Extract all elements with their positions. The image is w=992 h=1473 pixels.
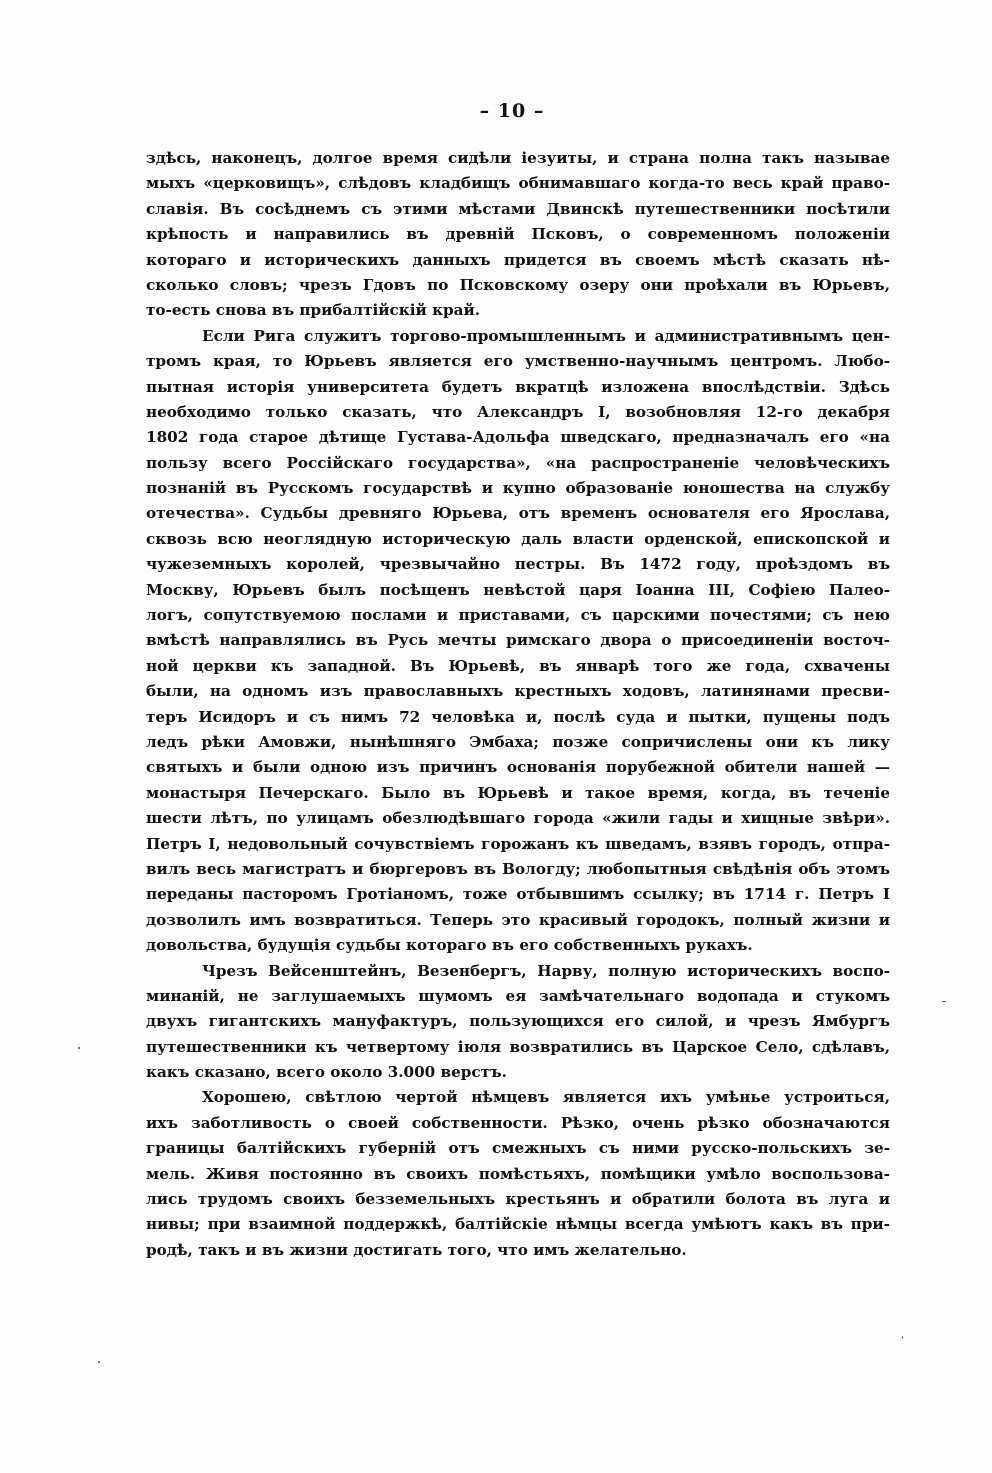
paragraph: [146, 959, 890, 1086]
text-line: вилъ весь магистратъ и бюргеровъ въ Вологду; любопытныя свѣдѣнія объ этомъ: [146, 859, 890, 878]
paragraph: [146, 324, 890, 959]
scan-speck: [942, 1001, 946, 1002]
text-line: сколько словъ; чрезъ Гдовъ по Псковскому озеру они проѣхали въ Юрьевъ,: [146, 275, 890, 294]
text-line: какъ сказано, всего около 3.000 верстъ.: [146, 1063, 507, 1082]
text-line: здѣсь, наконецъ, долгое время сидѣли іезуиты, и страна полна такъ называе: [146, 149, 890, 167]
text-line: котораго и историческихъ данныхъ придется въ своемъ мѣстѣ сказать нѣ-: [146, 250, 890, 269]
text-line: славія. Въ сосѣднемъ съ этими мѣстами Двинскѣ путешественники посѣтили: [146, 199, 890, 218]
text-line: тромъ края, то Юрьевъ является его умственно-научнымъ центромъ. Любо-: [146, 352, 890, 371]
body-text: [146, 146, 890, 1263]
text-line: ледъ рѣки Амовжи, нынѣшняго Эмбаха; позже сопричислены они къ лику: [146, 732, 890, 751]
text-line: 1802 года старое дѣтище Густава-Адольфа шведскаго, предназначалъ его «на: [146, 428, 890, 447]
text-line: родѣ, такъ и въ жизни достигать того, что имъ желательно.: [146, 1240, 687, 1259]
scan-speck: [98, 1361, 100, 1363]
text-line: Если Рига служитъ торгово-промышленнымъ и административнымъ цен-: [202, 326, 890, 345]
text-line: ной церкви къ западной. Въ Юрьевѣ, въ январѣ того же года, схвачены: [146, 656, 890, 675]
text-line: ихъ заботливость о своей собственности. Рѣзко, очень рѣзко обозначаются: [146, 1113, 890, 1132]
scan-speck: [902, 1336, 903, 1339]
text-line: теръ Исидоръ и съ нимъ 72 человѣка и, послѣ суда и пытки, пущены подъ: [146, 707, 890, 726]
text-line: нивы; при взаимной поддержкѣ, балтійскіе нѣмцы всегда умѣютъ какъ въ при-: [146, 1215, 890, 1234]
paragraph: [146, 146, 890, 324]
text-line: то-есть снова въ прибалтійскій край.: [146, 301, 481, 320]
text-line: логъ, сопутствуемою послами и приставами, съ царскими почестями; съ нею: [146, 606, 890, 625]
text-line: монастыря Печерскаго. Было въ Юрьевѣ и такое время, когда, въ теченіе: [146, 783, 890, 802]
text-line: Чрезъ Вейсенштейнъ, Везенбергъ, Нарву, полную историческихъ воспо-: [202, 961, 890, 980]
text-line: шести лѣтъ, по улицамъ обезлюдѣвшаго города «жили гады и хищные звѣри».: [146, 809, 890, 828]
text-line: Петръ I, недовольный сочувствіемъ горожанъ къ шведамъ, взявъ городъ, отпра-: [146, 834, 890, 853]
paragraph: [146, 1085, 890, 1263]
text-line: Хорошею, свѣтлою чертой нѣмцевъ является ихъ умѣнье устроиться,: [202, 1088, 890, 1107]
text-line: сквозь всю неоглядную историческую даль власти орденской, епископской и: [146, 529, 890, 548]
text-line: довольства, будущія судьбы котораго въ его собственныхъ рукахъ.: [146, 936, 753, 955]
text-line: мыхъ «церковищъ», слѣдовъ кладбищъ обнимавшаго когда-то весь край право-: [146, 174, 890, 193]
text-line: были, на одномъ изъ православныхъ крестныхъ ходовъ, латинянами пресви-: [146, 682, 890, 701]
text-line: отечества». Судьбы древняго Юрьева, отъ временъ основателя его Ярослава,: [146, 504, 890, 523]
text-line: минаній, не заглушаемыхъ шумомъ ея замѣчательнаго водопада и стукомъ: [146, 986, 890, 1005]
text-line: дозволилъ имъ возвратиться. Теперь это красивый городокъ, полный жизни и: [146, 910, 890, 929]
text-line: чужеземныхъ королей, чрезвычайно пестры. Въ 1472 году, проѣздомъ въ: [146, 555, 890, 574]
text-line: вмѣстѣ направлялись въ Русь мечты римскаго двора о присоединеніи восточ-: [146, 631, 890, 650]
text-line: пользу всего Россійскаго государства», «на распространеніе человѣческихъ: [146, 453, 890, 472]
text-line: границы балтійскихъ губерній отъ смежныхъ съ ними русско-польскихъ зе-: [146, 1139, 890, 1158]
scan-speck: [78, 1047, 80, 1049]
text-line: крѣпость и направились въ древній Псковъ, о современномъ положеніи: [146, 225, 890, 244]
text-line: лись трудомъ своихъ безземельныхъ крестьянъ и обратили болота въ луга и: [146, 1190, 890, 1209]
text-line: святыхъ и были одною изъ причинъ основанія порубежной обители нашей —: [146, 758, 890, 777]
text-line: Москву, Юрьевъ былъ посѣщенъ невѣстой царя Іоанна III, Софіею Палео-: [146, 580, 890, 599]
text-line: необходимо только сказать, что Александръ I, возобновляя 12-го декабря: [146, 402, 890, 421]
text-line: переданы пасторомъ Гротіаномъ, тоже отбывшимъ ссылку; въ 1714 г. Петръ I: [146, 885, 890, 904]
text-line: пытная исторія университета будетъ вкратцѣ изложена впослѣдствіи. Здѣсь: [146, 377, 890, 396]
text-line: мель. Живя постоянно въ своихъ помѣстьяхъ, помѣщики умѣло воспользова-: [146, 1164, 890, 1183]
text-line: путешественники къ четвертому іюля возвратились въ Царское Село, сдѣлавъ,: [146, 1037, 890, 1056]
text-line: познаній въ Русскомъ государствѣ и купно образованіе юношества на службу: [146, 479, 890, 498]
text-line: двухъ гигантскихъ мануфактуръ, пользующихся его силой, и чрезъ Ямбургъ: [146, 1012, 890, 1031]
page-number: – 10 –: [479, 100, 545, 122]
